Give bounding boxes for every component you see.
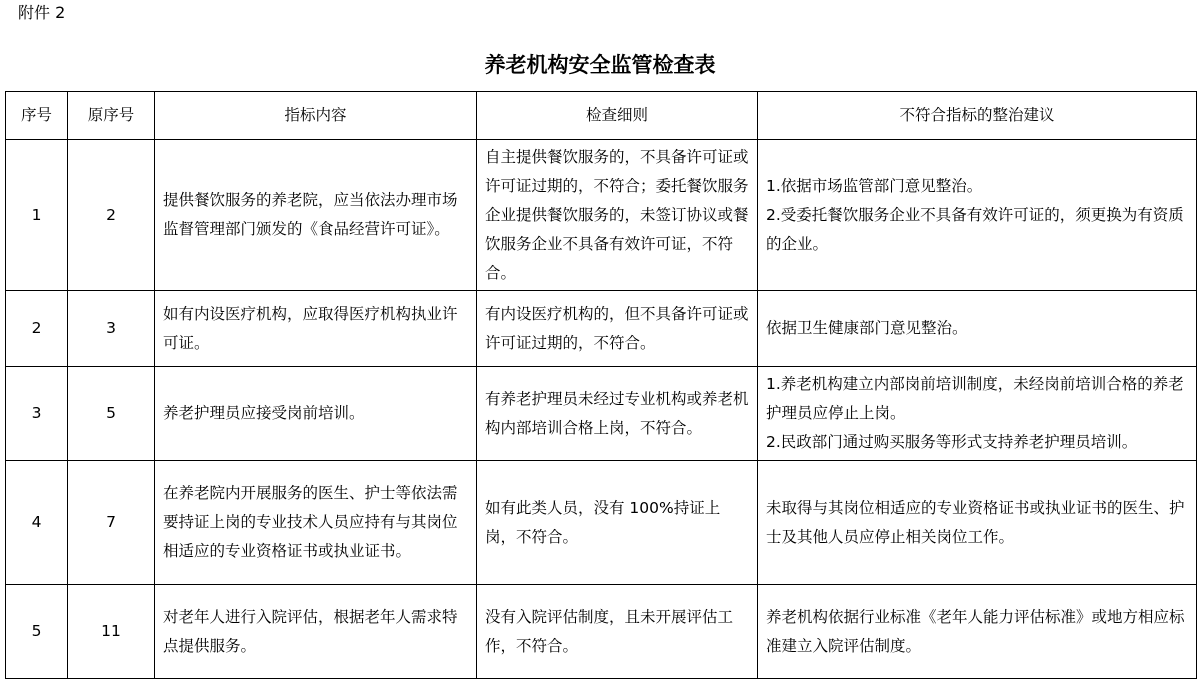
cell-suggestion xyxy=(758,461,1197,585)
suggestion-line: 1.养老机构建立内部岗前培训制度，未经岗前培训合格的养老护理员应停止上岗。 xyxy=(766,375,1184,422)
cell-indicator: 对老年人进行入院评估，根据老年人需求特点提供服务。 xyxy=(155,585,477,679)
cell-check-rule: 自主提供餐饮服务的，不具备许可证或许可证过期的，不符合；委托餐饮服务企业提供餐饮服务的，未签订协议或餐饮服务企业不具备有效许可证，不符合。 xyxy=(477,140,758,291)
header-orig-seq: 原序号 xyxy=(68,92,155,140)
cell-seq: 2 xyxy=(6,291,68,367)
header-check-rule: 检查细则 xyxy=(477,92,758,140)
cell-indicator: 在养老院内开展服务的医生、护士等依法需要持证上岗的专业技术人员应持有与其岗位相适应的专业资格证书或执业证书。 xyxy=(155,461,477,585)
table-row xyxy=(6,140,1197,291)
cell-suggestion xyxy=(758,140,1197,291)
table-header-row xyxy=(6,92,1197,140)
table-row xyxy=(6,461,1197,585)
header-suggestion: 不符合指标的整治建议 xyxy=(758,92,1197,140)
cell-orig-seq: 11 xyxy=(68,585,155,679)
suggestion-line: 2.受委托餐饮服务企业不具备有效许可证的，须更换为有资质的企业。 xyxy=(766,205,1184,253)
cell-seq: 4 xyxy=(6,461,68,585)
cell-check-rule: 有内设医疗机构的，但不具备许可证或许可证过期的，不符合。 xyxy=(477,291,758,367)
inspection-table xyxy=(5,91,1197,679)
table-row xyxy=(6,585,1197,679)
cell-suggestion xyxy=(758,291,1197,367)
header-seq: 序号 xyxy=(6,92,68,140)
cell-suggestion xyxy=(758,367,1197,461)
cell-indicator: 提供餐饮服务的养老院，应当依法办理市场监督管理部门颁发的《食品经营许可证》。 xyxy=(155,140,477,291)
cell-check-rule: 没有入院评估制度，且未开展评估工作，不符合。 xyxy=(477,585,758,679)
cell-orig-seq: 7 xyxy=(68,461,155,585)
cell-suggestion xyxy=(758,585,1197,679)
cell-orig-seq: 5 xyxy=(68,367,155,461)
cell-indicator: 如有内设医疗机构，应取得医疗机构执业许可证。 xyxy=(155,291,477,367)
table-row xyxy=(6,367,1197,461)
header-indicator: 指标内容 xyxy=(155,92,477,140)
cell-orig-seq: 3 xyxy=(68,291,155,367)
cell-seq: 5 xyxy=(6,585,68,679)
cell-indicator: 养老护理员应接受岗前培训。 xyxy=(155,367,477,461)
table-row xyxy=(6,291,1197,367)
cell-check-rule: 有养老护理员未经过专业机构或养老机构内部培训合格上岗，不符合。 xyxy=(477,367,758,461)
suggestion-line: 2.民政部门通过购买服务等形式支持养老护理员培训。 xyxy=(766,433,1138,451)
cell-check-rule: 如有此类人员，没有 100%持证上岗，不符合。 xyxy=(477,461,758,585)
suggestion-line: 养老机构依据行业标准《老年人能力评估标准》或地方相应标准建立入院评估制度。 xyxy=(766,607,1185,655)
cell-seq: 1 xyxy=(6,140,68,291)
suggestion-line: 未取得与其岗位相适应的专业资格证书或执业证书的医生、护士及其他人员应停止相关岗位工作。 xyxy=(766,498,1185,546)
page-title: 养老机构安全监管检查表 xyxy=(484,53,716,77)
attachment-label: 附件 2 xyxy=(18,3,66,22)
suggestion-line: 依据卫生健康部门意见整治。 xyxy=(766,319,968,337)
cell-orig-seq: 2 xyxy=(68,140,155,291)
cell-seq: 3 xyxy=(6,367,68,461)
suggestion-line: 1.依据市场监管部门意见整治。 xyxy=(766,176,983,195)
